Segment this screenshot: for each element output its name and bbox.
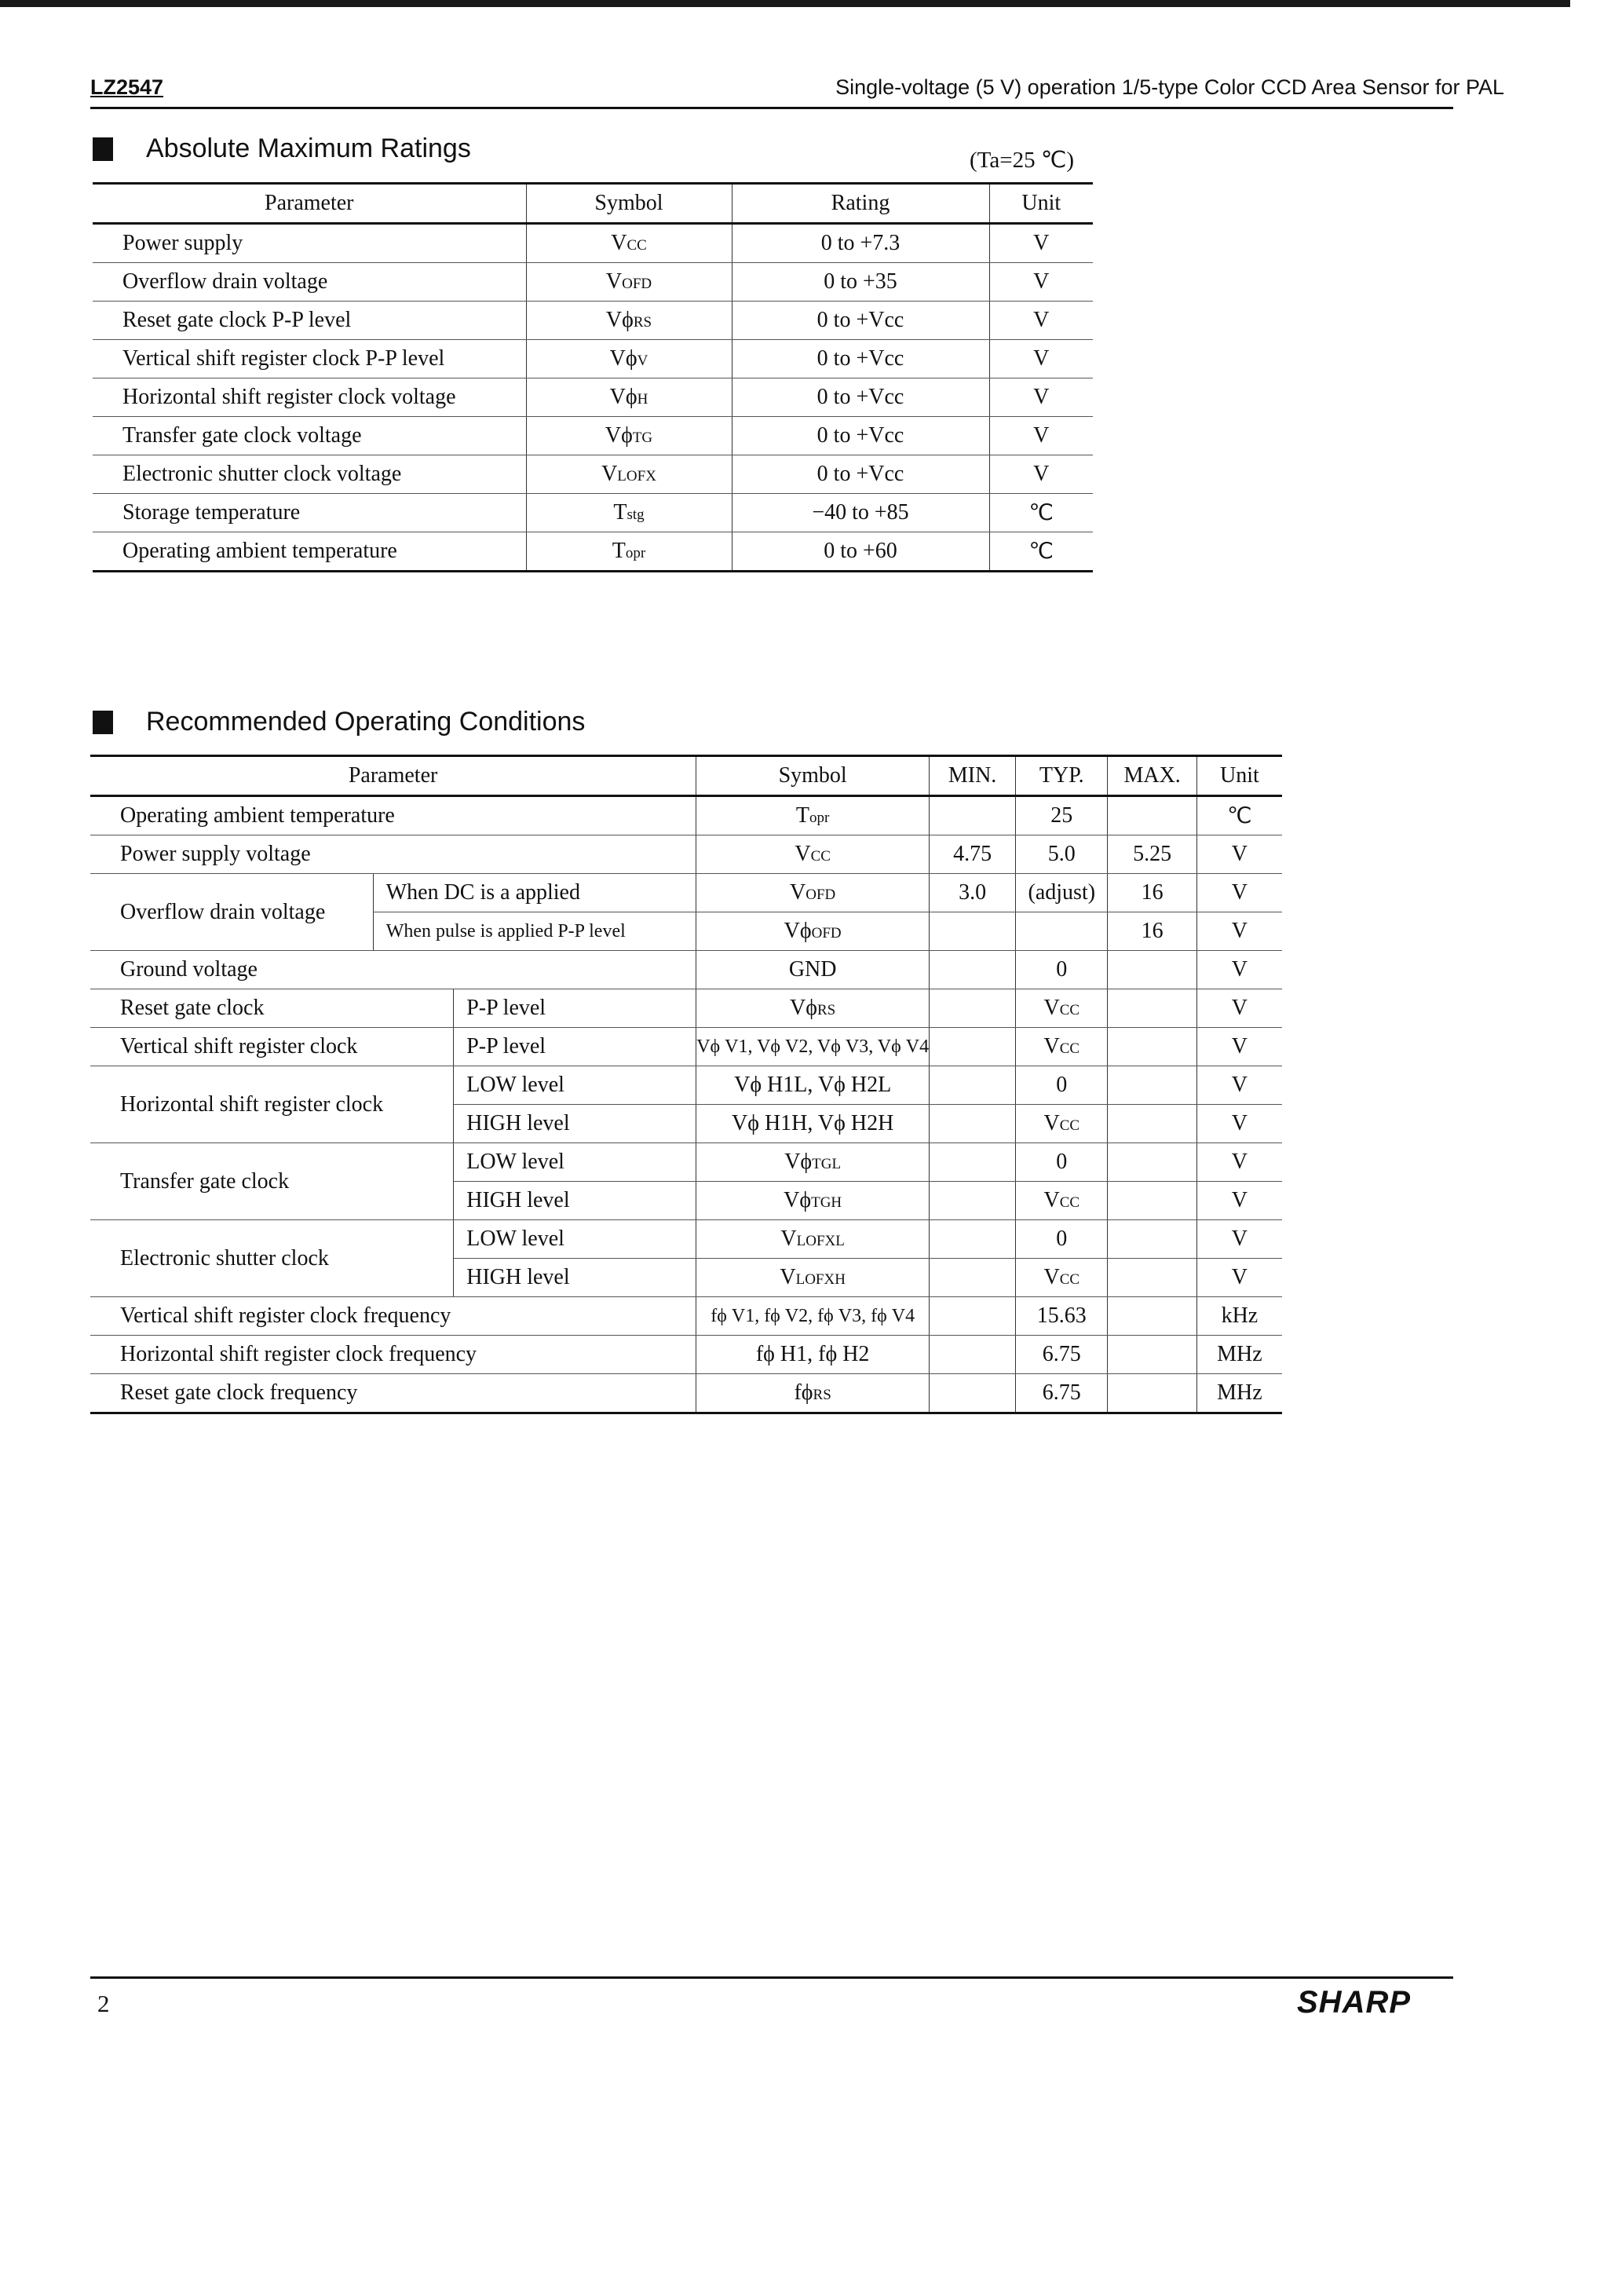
parameter-cell: Transfer gate clock voltage — [93, 417, 526, 455]
typ-cell: 0 — [1016, 1066, 1108, 1105]
symbol-main: Vϕ — [605, 423, 633, 448]
condition-cell: LOW level — [454, 1066, 696, 1105]
symbol-main: V — [605, 269, 623, 294]
parameter-cell: Operating ambient temperature — [93, 532, 526, 572]
symbol-subscript: opr — [625, 545, 646, 561]
unit-cell: V — [1196, 1182, 1282, 1220]
symbol-cell — [696, 1374, 930, 1413]
table-row — [93, 340, 1093, 378]
max-cell — [1108, 1220, 1196, 1259]
max-cell — [1108, 1028, 1196, 1066]
symbol-cell: Vϕ V1, Vϕ V2, Vϕ V3, Vϕ V4 — [696, 1028, 930, 1066]
symbol-subscript: RS — [633, 314, 652, 331]
symbol-subscript: OFD — [811, 925, 842, 941]
table-row — [90, 951, 1282, 989]
parameter-cell: Horizontal shift register clock voltage — [93, 378, 526, 417]
symbol-cell — [526, 302, 732, 340]
symbol-cell — [696, 1143, 930, 1182]
symbol-main: V — [795, 842, 811, 866]
min-cell — [930, 989, 1016, 1028]
symbol-cell — [696, 835, 930, 874]
unit-cell: V — [989, 224, 1093, 263]
symbol-main: V — [780, 1265, 796, 1289]
typ-main: V — [1043, 1188, 1060, 1212]
symbol-cell — [526, 378, 732, 417]
parameter-cell: Reset gate clock — [90, 989, 454, 1028]
unit-cell: V — [1196, 1066, 1282, 1105]
typ-main: V — [1043, 1034, 1060, 1058]
min-cell: 4.75 — [930, 835, 1016, 874]
table-header-row — [90, 756, 1282, 796]
symbol-subscript: TGL — [812, 1156, 842, 1172]
page-number: 2 — [97, 1990, 110, 2017]
symbol-main: Vϕ — [784, 1150, 813, 1174]
max-cell: 16 — [1108, 874, 1196, 912]
condition-cell: HIGH level — [454, 1105, 696, 1143]
section-bullet-icon — [93, 137, 113, 161]
section-title-recommended-operating-conditions — [93, 707, 585, 737]
symbol-main: Vϕ — [609, 385, 637, 409]
typ-cell — [1016, 1182, 1108, 1220]
table-row — [93, 532, 1093, 572]
symbol-cell — [526, 224, 732, 263]
symbol-main: Vϕ — [784, 1188, 812, 1212]
parameter-cell: Power supply voltage — [90, 835, 696, 874]
parameter-cell: Electronic shutter clock voltage — [93, 455, 526, 494]
typ-cell — [1016, 989, 1108, 1028]
symbol-subscript: LOFX — [617, 468, 656, 484]
condition-cell: LOW level — [454, 1220, 696, 1259]
unit-cell: V — [1196, 951, 1282, 989]
parameter-cell: Horizontal shift register clock frequency — [90, 1336, 696, 1374]
symbol-cell — [696, 796, 930, 835]
unit-cell: ℃ — [989, 494, 1093, 532]
table-row — [90, 1374, 1282, 1413]
max-cell — [1108, 1259, 1196, 1297]
parameter-cell: Vertical shift register clock — [90, 1028, 454, 1066]
typ-cell: 6.75 — [1016, 1336, 1108, 1374]
rating-cell: 0 to +Vcc — [732, 455, 989, 494]
min-cell — [930, 1066, 1016, 1105]
table-row — [90, 1220, 1282, 1259]
unit-cell: kHz — [1196, 1297, 1282, 1336]
table-row — [93, 378, 1093, 417]
unit-cell: V — [1196, 835, 1282, 874]
table-row — [93, 224, 1093, 263]
min-cell — [930, 1028, 1016, 1066]
symbol-cell — [696, 989, 930, 1028]
parameter-cell: Overflow drain voltage — [90, 874, 373, 951]
condition-cell: When pulse is applied P-P level — [373, 912, 696, 951]
unit-cell: MHz — [1217, 1380, 1262, 1405]
symbol-cell — [696, 874, 930, 912]
symbol-cell — [526, 494, 732, 532]
typ-cell: 0 — [1016, 1143, 1108, 1182]
max-cell — [1108, 1374, 1196, 1413]
min-cell — [930, 951, 1016, 989]
unit-cell: V — [1196, 874, 1282, 912]
max-cell — [1108, 1066, 1196, 1105]
parameter-cell: Ground voltage — [90, 951, 696, 989]
absolute-maximum-ratings-table — [93, 182, 1093, 572]
min-cell — [930, 912, 1016, 951]
condition-cell: LOW level — [454, 1143, 696, 1182]
typ-main: V — [1043, 1265, 1060, 1289]
unit-cell: V — [1196, 989, 1282, 1028]
typ-cell: 5.0 — [1016, 835, 1108, 874]
rating-cell: 0 to +Vcc — [732, 302, 989, 340]
symbol-subscript: RS — [817, 1002, 836, 1018]
rating-cell: 0 to +Vcc — [732, 340, 989, 378]
parameter-cell: Vertical shift register clock frequency — [90, 1297, 696, 1336]
symbol-subscript: H — [637, 391, 648, 408]
min-cell — [930, 796, 1016, 835]
max-cell — [1108, 951, 1196, 989]
rating-cell: 0 to +60 — [732, 532, 989, 572]
parameter-cell: Horizontal shift register clock — [90, 1066, 454, 1143]
symbol-cell: GND — [696, 951, 930, 989]
max-cell — [1108, 1182, 1196, 1220]
min-cell — [930, 1259, 1016, 1297]
unit-cell: MHz — [1196, 1336, 1282, 1374]
parameter-cell: Vertical shift register clock P-P level — [93, 340, 526, 378]
typ-cell — [1016, 912, 1108, 951]
column-header: Parameter — [93, 184, 526, 224]
symbol-cell — [696, 1182, 930, 1220]
min-cell — [930, 1182, 1016, 1220]
typ-subscript: CC — [1059, 1194, 1080, 1211]
parameter-cell: Reset gate clock P-P level — [93, 302, 526, 340]
symbol-main: T — [612, 539, 626, 563]
condition-cell: P-P level — [454, 989, 696, 1028]
symbol-subscript: opr — [809, 810, 830, 826]
symbol-cell — [696, 1259, 930, 1297]
condition-cell: HIGH level — [454, 1259, 696, 1297]
symbol-subscript: CC — [627, 237, 647, 254]
symbol-cell: Vϕ H1L, Vϕ H2L — [696, 1066, 930, 1105]
typ-cell — [1016, 1105, 1108, 1143]
column-header: MAX. — [1108, 756, 1196, 796]
symbol-main: V — [611, 231, 627, 255]
symbol-subscript: OFD — [622, 276, 652, 292]
typ-cell: 0 — [1016, 951, 1108, 989]
symbol-main: V — [780, 1227, 797, 1251]
section-title-text: Absolute Maximum Ratings — [146, 133, 471, 163]
unit-cell: V — [1196, 1105, 1282, 1143]
column-header: Unit — [989, 184, 1093, 224]
symbol-subscript: stg — [627, 506, 645, 523]
max-cell — [1108, 1297, 1196, 1336]
document-description: Single-voltage (5 V) operation 1/5-type Color CCD Area Sensor for PAL — [835, 75, 1504, 99]
column-header: Unit — [1196, 756, 1282, 796]
min-cell — [930, 1220, 1016, 1259]
column-header: TYP. — [1016, 756, 1108, 796]
typ-cell — [1016, 1259, 1108, 1297]
symbol-main: T — [795, 803, 810, 828]
min-cell — [930, 1105, 1016, 1143]
table-row — [90, 1028, 1282, 1066]
parameter-cell: Power supply — [93, 224, 526, 263]
symbol-cell: fϕ V1, fϕ V2, fϕ V3, fϕ V4 — [696, 1297, 930, 1336]
unit-cell: V — [989, 378, 1093, 417]
table-row — [90, 796, 1282, 835]
table-row — [93, 455, 1093, 494]
max-cell — [1108, 1336, 1196, 1374]
parameter-cell: Overflow drain voltage — [93, 263, 526, 302]
symbol-cell — [696, 912, 930, 951]
table-row — [93, 302, 1093, 340]
min-cell — [930, 1374, 1016, 1413]
table-row — [93, 263, 1093, 302]
typ-cell: 6.75 — [1016, 1374, 1108, 1413]
symbol-cell — [526, 455, 732, 494]
unit-cell: V — [989, 302, 1093, 340]
max-cell: 16 — [1108, 912, 1196, 951]
unit-cell: V — [989, 455, 1093, 494]
min-cell — [930, 1336, 1016, 1374]
symbol-subscript: TGH — [811, 1194, 842, 1211]
unit-cell: V — [1196, 1143, 1282, 1182]
condition-cell: P-P level — [454, 1028, 696, 1066]
typ-subscript: CC — [1059, 1002, 1080, 1018]
table-row — [90, 874, 1282, 912]
recommended-operating-conditions-table — [90, 755, 1282, 1414]
parameter-cell: Reset gate clock frequency — [90, 1374, 696, 1413]
max-cell — [1108, 1143, 1196, 1182]
symbol-subscript: OFD — [806, 887, 836, 903]
min-cell: 3.0 — [930, 874, 1016, 912]
max-cell: 5.25 — [1108, 835, 1196, 874]
section-bullet-icon — [93, 711, 113, 734]
table-row — [90, 1336, 1282, 1374]
condition-cell: When DC is a applied — [373, 874, 696, 912]
unit-cell: V — [1196, 1259, 1282, 1297]
parameter-cell: Transfer gate clock — [90, 1143, 454, 1220]
max-cell — [1108, 989, 1196, 1028]
min-cell — [930, 1297, 1016, 1336]
symbol-main: Vϕ — [790, 996, 817, 1020]
table-row — [90, 1143, 1282, 1182]
symbol-subscript: LOFXL — [796, 1233, 845, 1249]
rating-cell: 0 to +7.3 — [732, 224, 989, 263]
parameter-cell: Operating ambient temperature — [90, 796, 696, 835]
symbol-subscript: TG — [632, 430, 653, 446]
symbol-main: Vϕ — [784, 919, 812, 943]
unit-cell: ℃ — [1028, 539, 1054, 564]
column-header: Rating — [732, 184, 989, 224]
typ-cell: 0 — [1016, 1220, 1108, 1259]
typ-cell — [1016, 1028, 1108, 1066]
symbol-cell — [526, 340, 732, 378]
min-cell — [930, 1143, 1016, 1182]
column-header: Symbol — [526, 184, 732, 224]
table-row — [90, 835, 1282, 874]
unit-cell: V — [1196, 912, 1282, 951]
column-header: Parameter — [90, 756, 696, 796]
unit-cell: V — [989, 417, 1093, 455]
table-row — [90, 989, 1282, 1028]
rating-cell: 0 to +35 — [732, 263, 989, 302]
table-header-row — [93, 184, 1093, 224]
table-row — [90, 1297, 1282, 1336]
symbol-cell — [696, 1220, 930, 1259]
max-cell — [1108, 796, 1196, 835]
symbol-cell: Vϕ H1H, Vϕ H2H — [696, 1105, 930, 1143]
symbol-subscript: CC — [810, 848, 831, 865]
symbol-main: Vϕ — [609, 346, 637, 371]
unit-cell: ℃ — [1196, 796, 1282, 835]
top-border — [0, 0, 1570, 7]
symbol-subscript: RS — [813, 1387, 831, 1403]
typ-cell: (adjust) — [1016, 874, 1108, 912]
symbol-subscript: LOFXH — [795, 1271, 846, 1288]
table-row — [93, 417, 1093, 455]
typ-cell: 15.63 — [1016, 1297, 1108, 1336]
symbol-main: V — [790, 880, 806, 905]
header-rule — [90, 107, 1453, 109]
symbol-main: V — [601, 462, 618, 486]
parameter-cell: Storage temperature — [93, 494, 526, 532]
part-number: LZ2547 — [90, 75, 164, 99]
rating-cell: 0 to +Vcc — [732, 378, 989, 417]
symbol-main: T — [613, 500, 627, 525]
typ-cell: 25 — [1016, 796, 1108, 835]
table-row — [93, 494, 1093, 532]
column-header: Symbol — [696, 756, 930, 796]
symbol-main: fϕ — [794, 1380, 813, 1405]
footer-rule — [90, 1976, 1453, 1979]
typ-subscript: CC — [1059, 1271, 1080, 1288]
rating-cell: −40 to +85 — [732, 494, 989, 532]
symbol-main: Vϕ — [605, 308, 634, 332]
condition-cell: HIGH level — [454, 1182, 696, 1220]
symbol-cell — [526, 263, 732, 302]
symbol-cell — [526, 417, 732, 455]
sharp-logo: SHARP — [1297, 1985, 1412, 2020]
column-header: MIN. — [930, 756, 1016, 796]
typ-subscript: CC — [1059, 1040, 1080, 1057]
table-row — [90, 1066, 1282, 1105]
symbol-subscript: V — [637, 353, 648, 369]
rating-cell: 0 to +Vcc — [732, 417, 989, 455]
symbol-cell — [526, 532, 732, 572]
unit-cell: V — [989, 263, 1093, 302]
typ-subscript: CC — [1059, 1117, 1080, 1134]
section-title-text: Recommended Operating Conditions — [146, 707, 586, 737]
section-title-absolute-maximum-ratings — [93, 133, 471, 164]
ambient-condition-note: (Ta=25 ℃) — [970, 148, 1075, 173]
typ-main: V — [1043, 996, 1060, 1020]
unit-cell: V — [989, 340, 1093, 378]
unit-cell: V — [1196, 1028, 1282, 1066]
unit-cell: V — [1196, 1220, 1282, 1259]
symbol-cell: fϕ H1, fϕ H2 — [696, 1336, 930, 1374]
parameter-cell: Electronic shutter clock — [90, 1220, 454, 1297]
typ-main: V — [1043, 1111, 1060, 1135]
max-cell — [1108, 1105, 1196, 1143]
